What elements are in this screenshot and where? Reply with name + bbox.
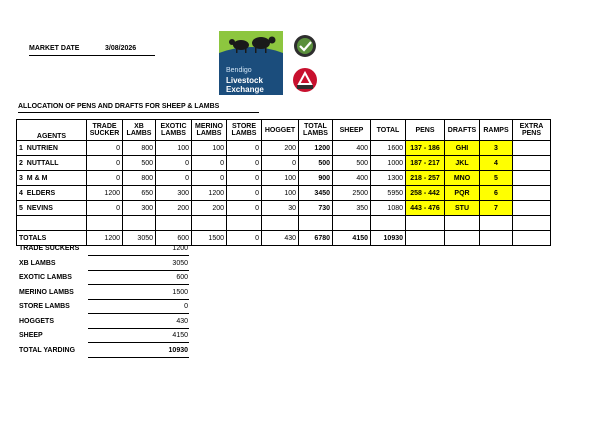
totals-exotic: 600	[156, 231, 192, 246]
agent-name: M & M	[26, 174, 48, 182]
hogget-cell: 0	[262, 156, 299, 171]
xb-cell: 800	[123, 141, 156, 156]
allocation-heading: ALLOCATION OF PENS AND DRAFTS FOR SHEEP & LAMBS	[18, 103, 220, 110]
drafts-cell: GHI	[445, 141, 480, 156]
drafts-cell: JKL	[445, 156, 480, 171]
agent-name: NEVINS	[26, 204, 53, 212]
summary-value: 3050	[172, 260, 188, 267]
header-merino-lambs: MERINO LAMBS	[192, 120, 227, 141]
shield-check-icon	[291, 34, 319, 58]
totals-total: 10930	[371, 231, 406, 246]
header-extra-pens: EXTRA PENS	[513, 120, 551, 141]
sheep-cell: 400	[333, 141, 371, 156]
header-pens: PENS	[406, 120, 445, 141]
trade-cell: 1200	[87, 186, 123, 201]
header-hogget: HOGGET	[262, 120, 299, 141]
ramps-cell: 7	[480, 201, 513, 216]
xb-cell: 650	[123, 186, 156, 201]
trade-cell: 0	[87, 201, 123, 216]
logo-text-line2: Livestock	[226, 76, 263, 85]
sheep-cell: 500	[333, 156, 371, 171]
pens-cell: 218 - 257	[406, 171, 445, 186]
header-sheep: SHEEP	[333, 120, 371, 141]
exotic-cell: 300	[156, 186, 192, 201]
table-row	[17, 201, 551, 216]
summary-label: TRADE SUCKERS	[19, 245, 80, 252]
extra-pens-cell	[513, 171, 551, 186]
allocation-table	[16, 119, 551, 246]
hogget-cell: 30	[262, 201, 299, 216]
pens-cell: 137 - 186	[406, 141, 445, 156]
merino-cell: 100	[192, 141, 227, 156]
totals-sheep: 4150	[333, 231, 371, 246]
totals-merino: 1500	[192, 231, 227, 246]
exotic-cell: 100	[156, 141, 192, 156]
header-ramps: RAMPS	[480, 120, 513, 141]
summary-label: MERINO LAMBS	[19, 289, 74, 296]
summary-label: XB LAMBS	[19, 260, 56, 267]
header-trade-sucker: TRADE SUCKER	[87, 120, 123, 141]
table-header-row	[17, 120, 551, 141]
agent-number: 5	[19, 204, 23, 212]
totals-store: 0	[227, 231, 262, 246]
logo-text-line3: Exchange	[226, 85, 264, 94]
store-cell: 0	[227, 141, 262, 156]
agent-cell	[17, 171, 87, 186]
ramps-cell: 4	[480, 156, 513, 171]
summary-line	[88, 313, 189, 314]
drafts-cell: MNO	[445, 171, 480, 186]
summary-label: EXOTIC LAMBS	[19, 274, 72, 281]
ramps-cell: 5	[480, 171, 513, 186]
xb-cell: 500	[123, 156, 156, 171]
summary-label: SHEEP	[19, 332, 43, 339]
bendigo-livestock-exchange-logo	[219, 31, 283, 95]
agent-number: 1	[19, 144, 23, 152]
header-total-lambs: TOTAL LAMBS	[299, 120, 333, 141]
exotic-cell: 0	[156, 156, 192, 171]
totals-xb: 3050	[123, 231, 156, 246]
agent-name: NUTRIEN	[26, 144, 58, 152]
extra-pens-cell	[513, 141, 551, 156]
table-row	[17, 156, 551, 171]
pens-cell: 443 - 476	[406, 201, 445, 216]
store-cell: 0	[227, 186, 262, 201]
summary-line	[88, 255, 189, 256]
market-date-value: 3/08/2026	[105, 45, 137, 52]
table-blank-row	[17, 216, 551, 231]
extra-pens-cell	[513, 156, 551, 171]
agent-number: 3	[19, 174, 23, 182]
summary-line	[88, 284, 189, 285]
market-date-label: MARKET DATE	[29, 45, 80, 52]
totals-hogget: 430	[262, 231, 299, 246]
summary-label: STORE LAMBS	[19, 303, 70, 310]
total-lambs-cell: 500	[299, 156, 333, 171]
total-cell: 1000	[371, 156, 406, 171]
summary-line	[88, 342, 189, 343]
drafts-cell: PQR	[445, 186, 480, 201]
logo-text-line1: Bendigo	[226, 67, 252, 74]
livestock-logo-icon	[291, 67, 319, 93]
trade-cell: 0	[87, 141, 123, 156]
header-drafts: DRAFTS	[445, 120, 480, 141]
merino-cell: 0	[192, 156, 227, 171]
summary-line	[88, 299, 189, 300]
trade-cell: 0	[87, 171, 123, 186]
hogget-cell: 100	[262, 186, 299, 201]
total-cell: 1080	[371, 201, 406, 216]
store-cell: 0	[227, 156, 262, 171]
exotic-cell: 200	[156, 201, 192, 216]
summary-value: 1200	[172, 245, 188, 252]
summary-label: HOGGETS	[19, 318, 55, 325]
summary-line	[88, 357, 189, 358]
sheep-cell: 400	[333, 171, 371, 186]
totals-row	[17, 231, 551, 246]
table-row	[17, 171, 551, 186]
summary-line	[88, 328, 189, 329]
summary-label: TOTAL YARDING	[19, 347, 76, 354]
agent-cell	[17, 141, 87, 156]
sheep-cell: 2500	[333, 186, 371, 201]
ramps-cell: 6	[480, 186, 513, 201]
summary-value: 430	[176, 318, 188, 325]
summary-value: 0	[184, 303, 188, 310]
table-row	[17, 186, 551, 201]
summary-value: 10930	[168, 347, 188, 354]
store-cell: 0	[227, 201, 262, 216]
market-date-underline	[29, 55, 155, 56]
agent-number: 2	[19, 159, 23, 167]
agent-name: NUTTALL	[26, 159, 59, 167]
drafts-cell: STU	[445, 201, 480, 216]
summary-value: 1500	[172, 289, 188, 296]
exotic-cell: 0	[156, 171, 192, 186]
total-lambs-cell: 900	[299, 171, 333, 186]
ramps-cell: 3	[480, 141, 513, 156]
agent-cell	[17, 201, 87, 216]
merino-cell: 0	[192, 171, 227, 186]
merino-cell: 200	[192, 201, 227, 216]
header-total: TOTAL	[371, 120, 406, 141]
total-cell: 5950	[371, 186, 406, 201]
agent-cell	[17, 156, 87, 171]
header-store-lambs: STORE LAMBS	[227, 120, 262, 141]
heading-underline	[18, 112, 259, 113]
xb-cell: 300	[123, 201, 156, 216]
agent-number: 4	[19, 189, 23, 197]
summary-line	[88, 270, 189, 271]
extra-pens-cell	[513, 201, 551, 216]
agent-cell	[17, 186, 87, 201]
pens-cell: 258 - 442	[406, 186, 445, 201]
total-lambs-cell: 730	[299, 201, 333, 216]
summary-value: 4150	[172, 332, 188, 339]
agent-name: ELDERS	[26, 189, 56, 197]
totals-trade: 1200	[87, 231, 123, 246]
total-cell: 1600	[371, 141, 406, 156]
hogget-cell: 100	[262, 171, 299, 186]
pens-cell: 187 - 217	[406, 156, 445, 171]
header-xb-lambs: XB LAMBS	[123, 120, 156, 141]
trade-cell: 0	[87, 156, 123, 171]
header-agents: AGENTS	[17, 120, 87, 141]
sheep-cell: 350	[333, 201, 371, 216]
header-exotic-lambs: EXOTIC LAMBS	[156, 120, 192, 141]
extra-pens-cell	[513, 186, 551, 201]
totals-label: TOTALS	[17, 231, 87, 246]
store-cell: 0	[227, 171, 262, 186]
total-cell: 1300	[371, 171, 406, 186]
summary-value: 600	[176, 274, 188, 281]
table-row	[17, 141, 551, 156]
total-lambs-cell: 3450	[299, 186, 333, 201]
merino-cell: 1200	[192, 186, 227, 201]
xb-cell: 800	[123, 171, 156, 186]
hogget-cell: 200	[262, 141, 299, 156]
total-lambs-cell: 1200	[299, 141, 333, 156]
totals-total-lambs: 6780	[299, 231, 333, 246]
